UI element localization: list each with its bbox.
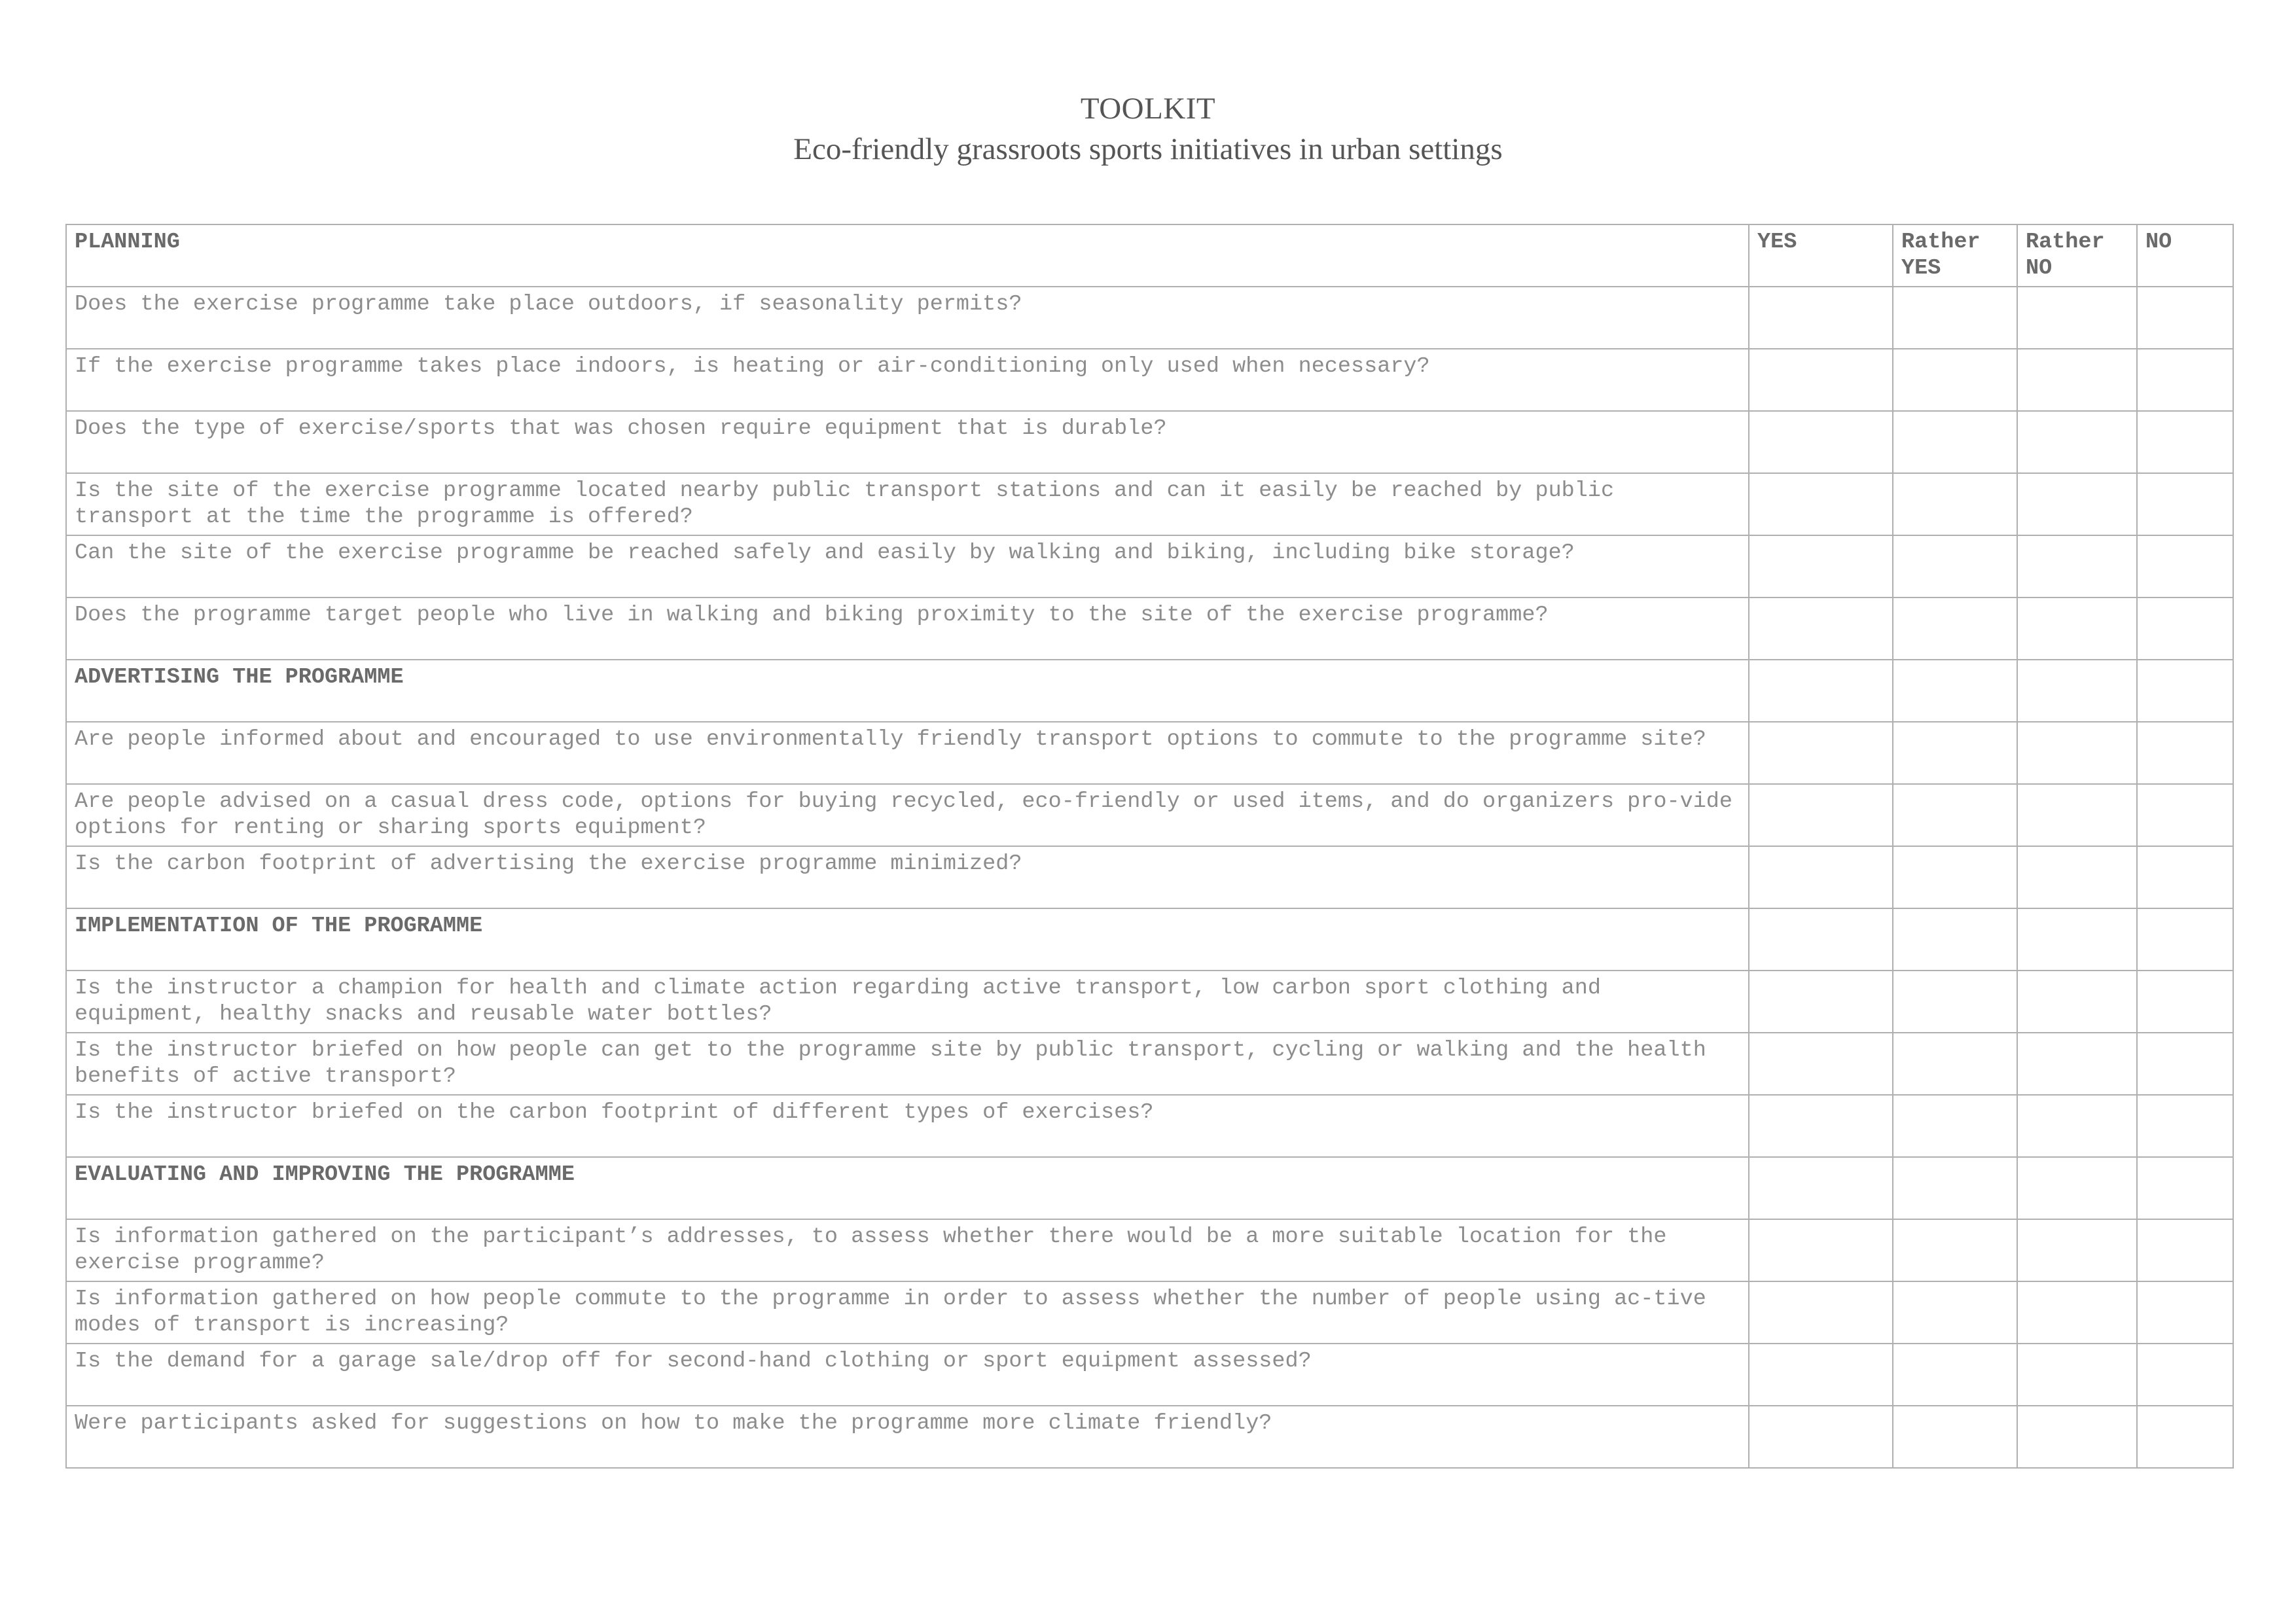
answer-cell-no[interactable] (2137, 1344, 2233, 1406)
section-heading-evaluating: EVALUATING AND IMPROVING THE PROGRAMME (66, 1157, 1749, 1219)
answer-cell-yes[interactable] (1749, 411, 1893, 473)
answer-cell-rather-no[interactable] (2017, 1281, 2137, 1344)
answer-cell-yes[interactable] (1749, 1281, 1893, 1344)
answer-cell-rather-yes[interactable] (1893, 971, 2017, 1033)
answer-cell-yes[interactable] (1749, 349, 1893, 411)
answer-cell-rather-no[interactable] (2017, 846, 2137, 908)
answer-cell-rather-no[interactable] (2017, 1095, 2137, 1157)
question-cell: Does the exercise programme take place outdoors, if seasonality permits? (66, 287, 1749, 349)
answer-cell-rather-no[interactable] (2017, 722, 2137, 784)
answer-cell-rather-yes[interactable] (1893, 411, 2017, 473)
answer-cell-rather-no[interactable] (2017, 784, 2137, 846)
answer-cell-rather-yes[interactable] (1893, 784, 2017, 846)
answer-cell-no[interactable] (2137, 846, 2233, 908)
table-row (66, 784, 2233, 846)
section-empty-cell (1749, 1157, 1893, 1219)
answer-cell-rather-yes[interactable] (1893, 1281, 2017, 1344)
answer-cell-no[interactable] (2137, 1281, 2233, 1344)
section-heading-implementation: IMPLEMENTATION OF THE PROGRAMME (66, 908, 1749, 971)
section-empty-cell (1749, 660, 1893, 722)
page-title: TOOLKIT (1080, 92, 1216, 126)
answer-cell-no[interactable] (2137, 722, 2233, 784)
table-row (66, 287, 2233, 349)
table-row (66, 1219, 2233, 1281)
table-row (66, 597, 2233, 660)
answer-cell-rather-no[interactable] (2017, 411, 2137, 473)
answer-cell-rather-no[interactable] (2017, 1406, 2137, 1468)
answer-cell-rather-yes[interactable] (1893, 1095, 2017, 1157)
answer-cell-rather-yes[interactable] (1893, 846, 2017, 908)
question-cell: Is information gathered on how people commute to the programme in order to assess whether the number of people using ac-tive modes of transport is increasing? (66, 1281, 1749, 1344)
question-cell: Does the programme target people who live in walking and biking proximity to the site of the exercise programme? (66, 597, 1749, 660)
question-cell: Can the site of the exercise programme be reached safely and easily by walking and biking, including bike storage? (66, 535, 1749, 597)
section-empty-cell (2017, 908, 2137, 971)
question-cell: Is information gathered on the participant’s addresses, to assess whether there would be a more suitable location for the exercise programme? (66, 1219, 1749, 1281)
column-header-no: NO (2137, 224, 2233, 287)
answer-cell-yes[interactable] (1749, 1406, 1893, 1468)
answer-cell-rather-yes[interactable] (1893, 535, 2017, 597)
answer-cell-rather-no[interactable] (2017, 971, 2137, 1033)
answer-cell-rather-yes[interactable] (1893, 473, 2017, 535)
answer-cell-yes[interactable] (1749, 722, 1893, 784)
answer-cell-no[interactable] (2137, 535, 2233, 597)
answer-cell-rather-yes[interactable] (1893, 349, 2017, 411)
table-row (66, 1281, 2233, 1344)
column-header-rather-yes: Rather YES (1893, 224, 2017, 287)
answer-cell-rather-yes[interactable] (1893, 722, 2017, 784)
table-row (66, 1033, 2233, 1095)
question-cell: Were participants asked for suggestions on how to make the programme more climate friendly? (66, 1406, 1749, 1468)
section-empty-cell (2137, 660, 2233, 722)
answer-cell-no[interactable] (2137, 784, 2233, 846)
answer-cell-yes[interactable] (1749, 287, 1893, 349)
answer-cell-no[interactable] (2137, 1095, 2233, 1157)
section-empty-cell (2137, 1157, 2233, 1219)
section-empty-cell (2017, 660, 2137, 722)
answer-cell-no[interactable] (2137, 411, 2233, 473)
table-row (66, 1344, 2233, 1406)
answer-cell-rather-yes[interactable] (1893, 1344, 2017, 1406)
answer-cell-no[interactable] (2137, 1406, 2233, 1468)
answer-cell-rather-no[interactable] (2017, 1219, 2137, 1281)
column-header-rather-no: Rather NO (2017, 224, 2137, 287)
column-header-yes: YES (1749, 224, 1893, 287)
answer-cell-yes[interactable] (1749, 473, 1893, 535)
section-empty-cell (1893, 1157, 2017, 1219)
section-empty-cell (1893, 908, 2017, 971)
answer-cell-rather-no[interactable] (2017, 287, 2137, 349)
question-cell: Is the instructor briefed on the carbon footprint of different types of exercises? (66, 1095, 1749, 1157)
answer-cell-no[interactable] (2137, 971, 2233, 1033)
answer-cell-no[interactable] (2137, 473, 2233, 535)
answer-cell-rather-yes[interactable] (1893, 597, 2017, 660)
section-heading-planning: PLANNING (66, 224, 1749, 287)
question-cell: Are people informed about and encouraged to use environmentally friendly transport options to commute to the programme site? (66, 722, 1749, 784)
table-row (66, 1095, 2233, 1157)
answer-cell-yes[interactable] (1749, 535, 1893, 597)
answer-cell-rather-no[interactable] (2017, 349, 2137, 411)
table-row (66, 722, 2233, 784)
answer-cell-rather-no[interactable] (2017, 597, 2137, 660)
question-cell: Is the instructor a champion for health and climate action regarding active transport, low carbon sport clothing and equipment, healthy snacks and reusable water bottles? (66, 971, 1749, 1033)
answer-cell-rather-yes[interactable] (1893, 1219, 2017, 1281)
question-cell: If the exercise programme takes place indoors, is heating or air-conditioning only used when necessary? (66, 349, 1749, 411)
table-row (66, 535, 2233, 597)
question-cell: Does the type of exercise/sports that was chosen require equipment that is durable? (66, 411, 1749, 473)
answer-cell-yes[interactable] (1749, 971, 1893, 1033)
table-header-row (66, 224, 2233, 287)
answer-cell-yes[interactable] (1749, 1219, 1893, 1281)
question-cell: Is the site of the exercise programme located nearby public transport stations and can it easily be reached by public transport at the time the programme is offered? (66, 473, 1749, 535)
answer-cell-yes[interactable] (1749, 1095, 1893, 1157)
answer-cell-yes[interactable] (1749, 846, 1893, 908)
answer-cell-no[interactable] (2137, 597, 2233, 660)
question-cell: Are people advised on a casual dress code, options for buying recycled, eco-friendly or used items, and do organizers pro-vide options for renting or sharing sports equipment? (66, 784, 1749, 846)
answer-cell-rather-no[interactable] (2017, 1033, 2137, 1095)
section-empty-cell (2017, 1157, 2137, 1219)
section-row (66, 1157, 2233, 1219)
answer-cell-yes[interactable] (1749, 597, 1893, 660)
answer-cell-rather-no[interactable] (2017, 473, 2137, 535)
section-empty-cell (1749, 908, 1893, 971)
answer-cell-rather-no[interactable] (2017, 1344, 2137, 1406)
answer-cell-rather-yes[interactable] (1893, 287, 2017, 349)
table-row (66, 846, 2233, 908)
section-empty-cell (2137, 908, 2233, 971)
question-cell: Is the instructor briefed on how people can get to the programme site by public transport, cycling or walking and the health benefits of active transport? (66, 1033, 1749, 1095)
answer-cell-no[interactable] (2137, 287, 2233, 349)
question-cell: Is the demand for a garage sale/drop off for second-hand clothing or sport equipment assessed? (66, 1344, 1749, 1406)
answer-cell-no[interactable] (2137, 1219, 2233, 1281)
table-row (66, 1406, 2233, 1468)
answer-cell-no[interactable] (2137, 1033, 2233, 1095)
document-header (0, 88, 2296, 169)
answer-cell-rather-yes[interactable] (1893, 1406, 2017, 1468)
table-row (66, 411, 2233, 473)
question-cell: Is the carbon footprint of advertising the exercise programme minimized? (66, 846, 1749, 908)
answer-cell-rather-yes[interactable] (1893, 1033, 2017, 1095)
section-empty-cell (1893, 660, 2017, 722)
answer-cell-yes[interactable] (1749, 784, 1893, 846)
checklist-table (65, 224, 2234, 1469)
table-row (66, 473, 2233, 535)
answer-cell-rather-no[interactable] (2017, 535, 2137, 597)
section-row (66, 660, 2233, 722)
section-row (66, 908, 2233, 971)
section-heading-advertising: ADVERTISING THE PROGRAMME (66, 660, 1749, 722)
answer-cell-no[interactable] (2137, 349, 2233, 411)
page-subtitle: Eco-friendly grassroots sports initiatives in urban settings (793, 132, 1503, 166)
answer-cell-yes[interactable] (1749, 1033, 1893, 1095)
answer-cell-yes[interactable] (1749, 1344, 1893, 1406)
table-row (66, 349, 2233, 411)
table-row (66, 971, 2233, 1033)
